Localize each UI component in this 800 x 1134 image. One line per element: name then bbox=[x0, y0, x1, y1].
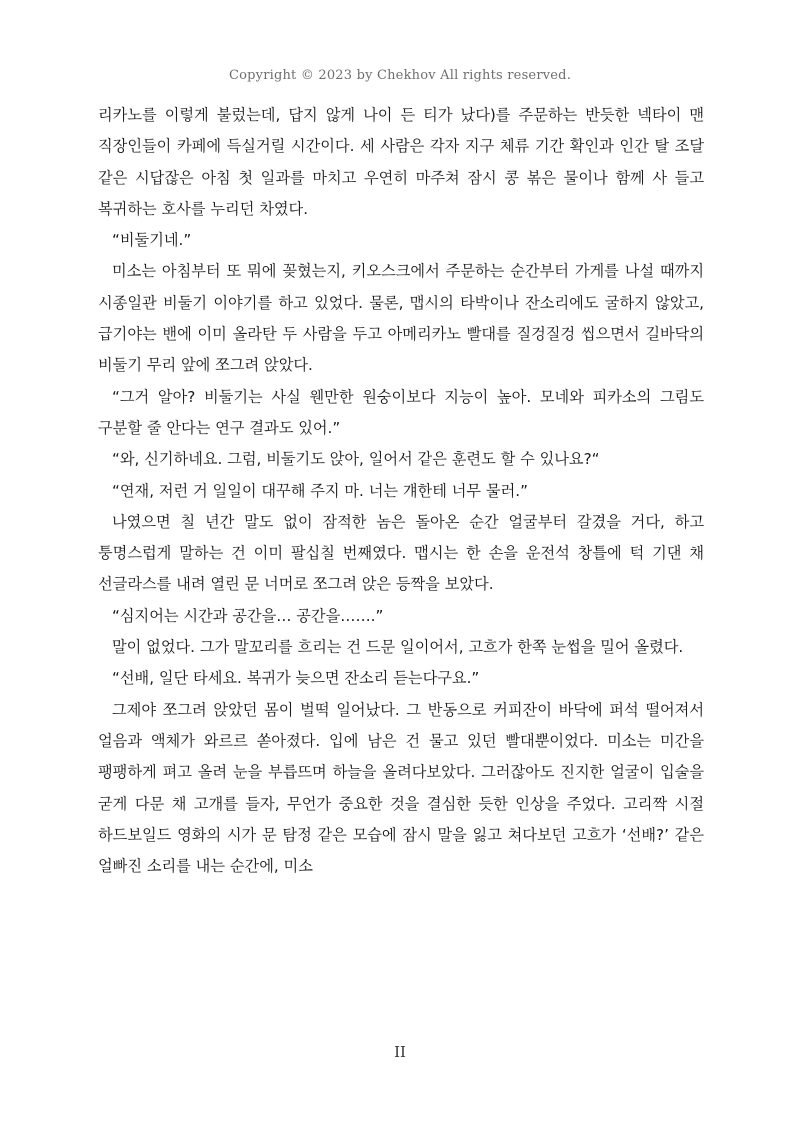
paragraph: “와, 신기하네요. 그럼, 비둘기도 앉아, 일어서 같은 훈련도 할 수 있나요?“ bbox=[112, 450, 600, 469]
paragraph: 그제야 쪼그려 앉았던 몸이 벌떡 일어났다. 그 반동으로 커피잔이 바닥에 퍼석 떨어져서 얼음과 액체가 와르르 쏟아졌다. 입에 남은 건 물고 있던 빨대뿐이었다. 미소는 미간을 팽팽하게 펴고 올려 눈을 부릅뜨며 하늘을 올려다보았다. 그러잖아도 진지한 얼굴이 입술을 굳게 다문 채 고개를 들자, 무언가 중요한 것을 결심한 듯한 인상을 주었다. 고리짝 시절 하드보일드 영화의 시가 문 탐정 같은 모습에 잠시 말을 잃고 쳐다보던 고흐가 ‘선배?’ 같은 얼빠진 소리를 내는 순간에, 미소 bbox=[98, 700, 704, 876]
paragraph: “심지어는 시간과 공간을… 공간을…….” bbox=[112, 606, 384, 625]
paragraph: “연재, 저런 거 일일이 대꾸해 주지 마. 너는 걔한테 너무 물러.” bbox=[112, 481, 528, 500]
paragraph: 나였으면 칠 년간 말도 없이 잠적한 놈은 돌아온 순간 얼굴부터 갈겼을 거다, 하고 퉁명스럽게 말하는 건 이미 팔십칠 번째였다. 맵시는 한 손을 운전석 창틀에 턱 기댄 채 선글라스를 내려 열린 문 너머로 쪼그려 앉은 등짝을 보았다. bbox=[98, 512, 704, 594]
paragraph: “비둘기네.” bbox=[112, 231, 192, 250]
paragraph: 리카노를 이렇게 불렀는데, 답지 않게 나이 든 티가 났다)를 주문하는 반듯한 넥타이 맨 직장인들이 카페에 득실거릴 시간이다. 세 사람은 각자 지구 체류 기간 확인과 인간 탈 조달 같은 시답잖은 아침 첫 일과를 마치고 우연히 마주쳐 잠시 콩 볶은 물이나 함께 사 들고 복귀하는 호사를 누리던 차였다. bbox=[98, 106, 704, 218]
body-text bbox=[98, 100, 704, 882]
paragraph: 미소는 아침부터 또 뭐에 꽂혔는지, 키오스크에서 주문하는 순간부터 가게를 나설 때까지 시종일관 비둘기 이야기를 하고 있었다. 물론, 맵시의 타박이나 잔소리에도 굴하지 않았고, 급기야는 밴에 이미 올라탄 두 사람을 두고 아메리카노 빨대를 질겅질겅 씹으면서 길바닥의 비둘기 무리 앞에 쪼그려 앉았다. bbox=[98, 262, 704, 375]
paragraph: 말이 없었다. 그가 말꼬리를 흐리는 건 드문 일이어서, 고흐가 한쪽 눈썹을 밀어 올렸다. bbox=[112, 638, 684, 657]
copyright-notice: Copyright © 2023 by Chekhov All rights reserved. bbox=[228, 68, 572, 83]
page-number: II bbox=[394, 1043, 406, 1061]
paragraph: “선배, 일단 타세요. 복귀가 늦으면 잔소리 듣는다구요.” bbox=[112, 669, 480, 688]
paragraph: “그거 알아? 비둘기는 사실 웬만한 원숭이보다 지능이 높아. 모네와 피카소의 그림도 구분할 줄 안다는 연구 결과도 있어.” bbox=[98, 387, 704, 437]
